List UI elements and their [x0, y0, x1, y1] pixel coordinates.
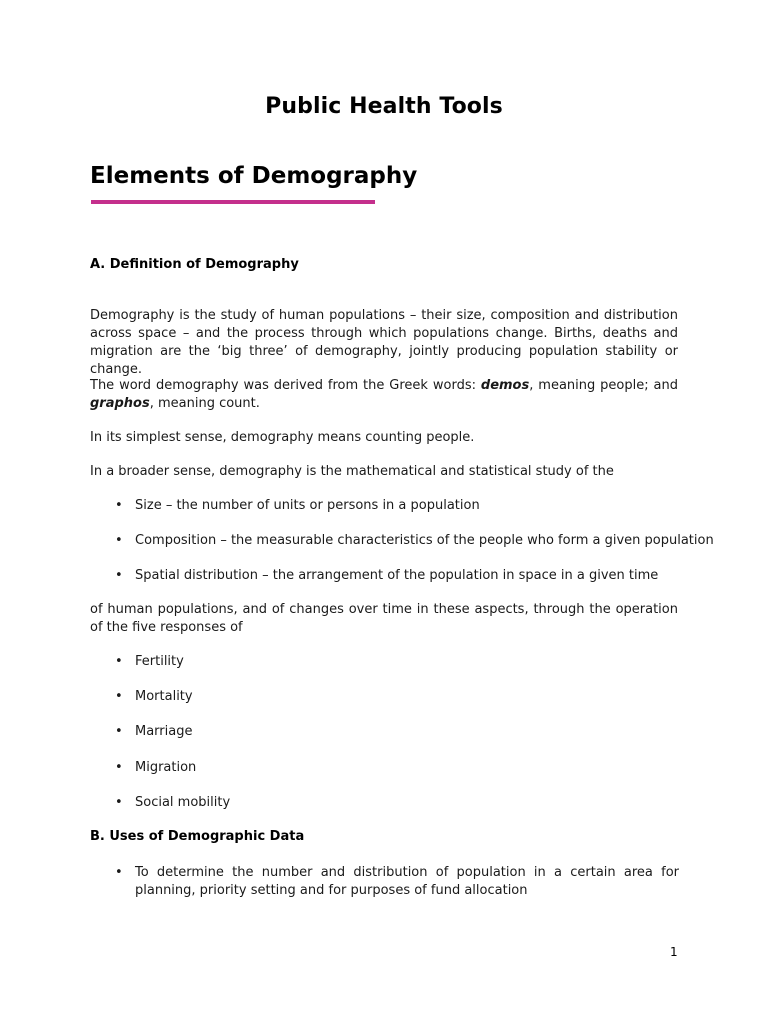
bullet-icon: •	[115, 795, 123, 810]
paragraph-simplest-sense: In its simplest sense, demography means counting people.	[90, 430, 475, 445]
bullet-icon: •	[115, 654, 123, 669]
list-item-text: Marriage	[135, 724, 193, 739]
term-demos: demos	[480, 378, 530, 393]
bullet-icon: •	[115, 533, 123, 548]
section-heading: Elements of Demography	[90, 163, 418, 189]
bullet-icon: •	[115, 689, 123, 704]
list-item-text: Migration	[135, 760, 197, 775]
etymology-text-2: , meaning people; and	[529, 378, 678, 393]
heading-underline	[91, 200, 375, 204]
subheading-definition: A. Definition of Demography	[90, 257, 299, 272]
bullet-icon: •	[115, 760, 123, 775]
list-item-text: To determine the number and distribution of population in a certain area for planning, priority setting and for purposes of fund allocation	[135, 865, 679, 898]
bullet-icon: •	[115, 865, 123, 880]
bullet-icon: •	[115, 724, 123, 739]
list-item-text: Fertility	[135, 654, 184, 669]
document-title: Public Health Tools	[265, 94, 503, 119]
list-item-text: Spatial distribution – the arrangement of the population in space in a given time	[135, 568, 659, 583]
list-item-text: Mortality	[135, 689, 193, 704]
etymology-text-1: The word demography was derived from the Greek words:	[90, 378, 481, 393]
list-item-text: Size – the number of units or persons in a population	[135, 498, 480, 513]
list-item-text: Social mobility	[135, 795, 231, 810]
paragraph-etymology	[90, 377, 678, 413]
paragraph-broader-sense: In a broader sense, demography is the mathematical and statistical study of the	[90, 464, 614, 479]
paragraph-definition: Demography is the study of human populations – their size, composition and distribution across space – and the process through which populations change. Births, deaths and migration are the ‘big three’ of demography, jointly producing population stability or change.	[90, 308, 678, 377]
term-graphos: graphos	[90, 396, 150, 411]
subheading-uses: B. Uses of Demographic Data	[90, 829, 305, 844]
list-item-text: Composition – the measurable characteristics of the people who form a given population	[135, 533, 714, 548]
page-number: 1	[670, 945, 678, 959]
bullet-icon: •	[115, 498, 123, 513]
bullet-icon: •	[115, 568, 123, 583]
paragraph-responses-intro: of human populations, and of changes over time in these aspects, through the operation of the five responses of	[90, 602, 678, 635]
etymology-text-3: , meaning count.	[149, 396, 260, 411]
